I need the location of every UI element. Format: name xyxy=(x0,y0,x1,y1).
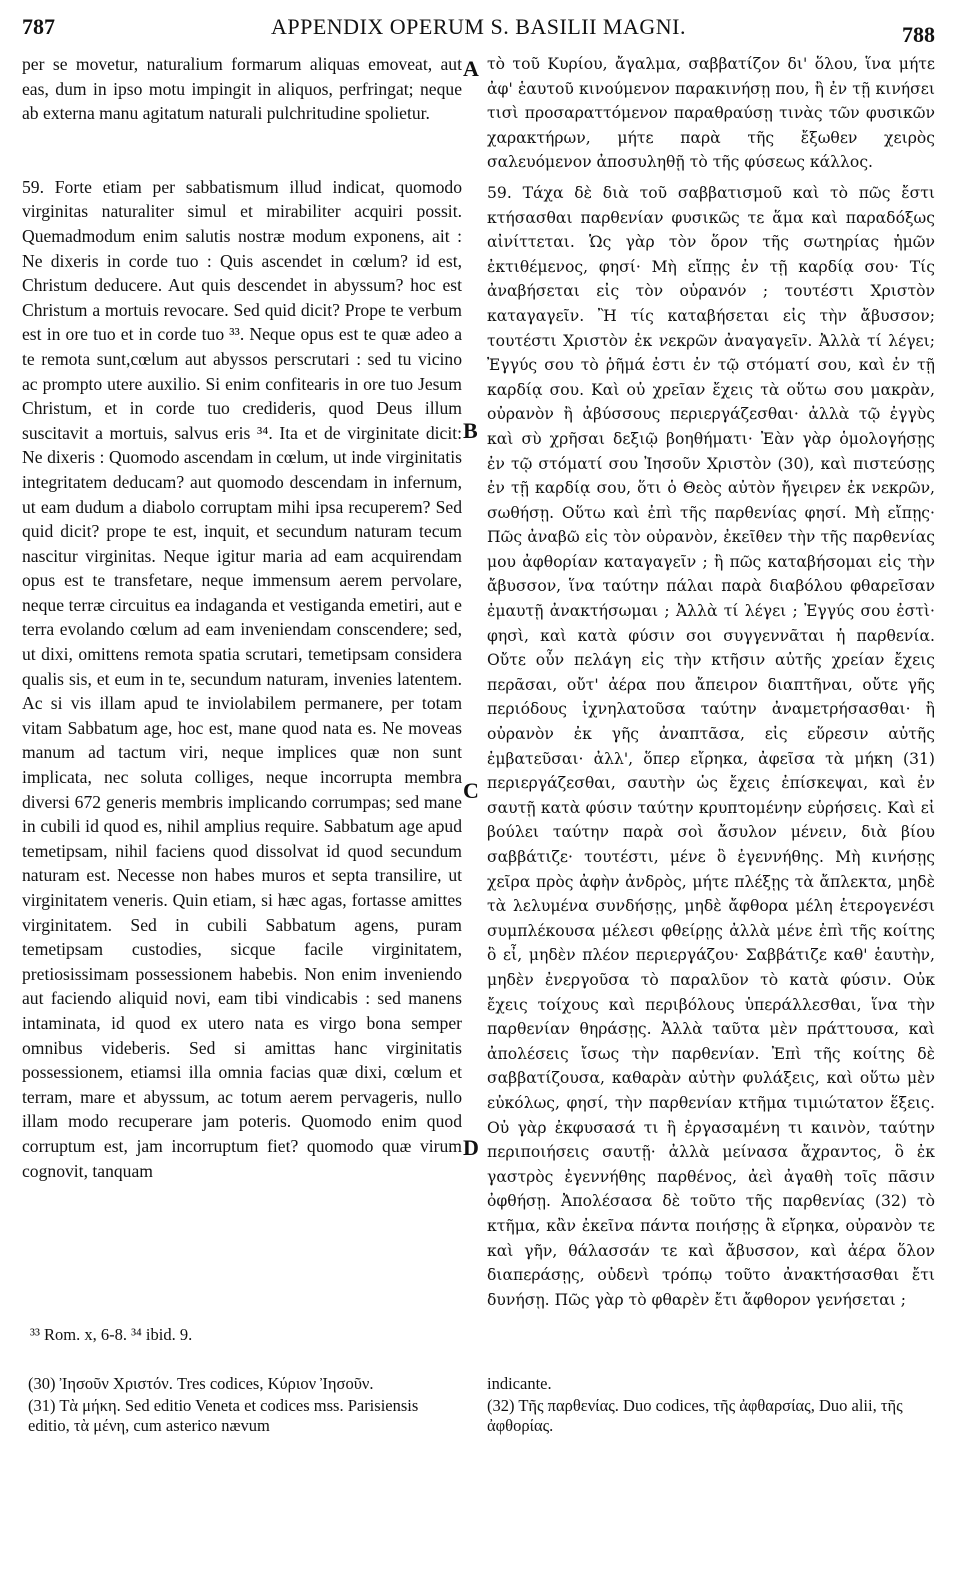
latin-paragraph-2: 59. Forte etiam per sabbatismum illud indicat, quomodo virginitas naturaliter simul et mirabiliter acquiri possit. Quemadmodum enim salutis nostræ modum exponens, ait : Ne dixeris in corde tuo : Quis ascendet in cœlum? id est, Christum deducere. Aut quis descendet in abyssum? hoc est Christum a mortuis revocare. Sed quid dicit? Prope te verbum est in ore tuo et in corde tuo ³³. Neque opus est te quæ adeo a te remota sunt,cœlum aut abyssos perscrutari : sed tu vicino ac prompto utere auxilio. Si enim confitearis in ore tuo Jesum Christum, et in corde tuo credideris, quod Deus illum suscitavit a mortuis, salvus eris ³⁴. Ita et de virginitate dicit: Ne dixeris : Quomodo ascendam in cœlum, ut inde virginitatis integritatem deducam? aut quomodo descendam in infernum, ut eam dudum a diabolo corruptam mihi ipsa recuperem? Sed quid dicit? prope te est, inquit, et secundum naturam tecum nascitur virginitas. Neque igitur maria ad eam acquirendam opus est te transfetare, neque immensum aerem pervolare, neque terræ circuitus ea indaganda et vestiganda emetiri, aut e terra evolando cœlum ad eam inveniendam conscendere; sed, ut dixi, omittens remota spatia scrutari, temetipsam considera qualis sis, et eum in te, secundum naturam, invenies latentem. Ac si vis illam apud te inviolabilem permanere, per totam vitam Sabbatum age, hoc est, mane quod nata es. Ne moveas manum ad tactum viri, neque implices quæ non sunt implicata, nec soluta colliges, neque incorrupta membra diversi 672 generis membris implicando corrumpas; sed mane in cubili id quod es, nihil amplius require. Sabbatum age apud temetipsam, nihil faciens quod dissolvat id quod secundum naturam est. Necesse non habes muros et septa transilire, ut virginitatem veneris. Quin etiam, si hæc agas, fortasse amittes virginitatem. Sed in cubili Sabbatum agens, puram temetipsam custodies, sicque facile virginitatem, pretiosissimam possessionem habebis. Non enim inveniendo aut faciendo aliquid novi, eam tibi vindicabis : sed manens intaminata, id quod ex utero nata es virgo bona semper omnibus videberis. Sed si amittas hanc virginitatis possessionem, etiamsi illa omnia facias quæ dixi, cœlum et terram, mare et abyssum, ac totum aerem pervageris, nullo illam modo recuperare jam poteris. Quomodo enim quod corruptum est, jam incorruptum fiet? quomodo quæ virum cognovit, tanquam xyxy=(22,176,462,1181)
scripture-footnotes: ³³ Rom. x, 6-8. ³⁴ ibid. 9. xyxy=(30,1325,193,1344)
margin-marker-a: A xyxy=(463,56,479,81)
greek-paragraph-2: 59. Τάχα δὲ διὰ τοῦ σαββατισμοῦ καὶ τὸ πῶς ἔστι κτήσασθαι παρθενίαν φυσικῶς τε ἅμα καὶ παραδόξως αἰνίττεται. Ὡς γὰρ τὸν ὅρον τῆς σωτηρίας ἡμῶν ἐκτιθέμενος, φησί· Μὴ εἴπῃς ἐν τῇ καρδίᾳ σου· Τίς ἀναβήσεται εἰς τὸν οὐρανόν ; τουτέστι Χριστὸν καταγαγεῖν. Ἢ τίς καταβήσεται εἰς τὴν ἄβυσσον; τουτέστι Χριστὸν ἐκ νεκρῶν ἀναγαγεῖν. Ἀλλὰ τί λέγει; Ἐγγύς σου τὸ ῥῆμά ἐστι ἐν τῷ στόματί σου, καὶ ἐν τῇ καρδίᾳ σου. Καὶ οὐ χρεῖαν ἔχεις τὰ οὕτω σου μακρὰν, οὐρανὸν ἢ ἀβύσσους περιεργάζεσθαι· ἀλλὰ τῷ ἐγγὺς καὶ σὺ χρῆσαι δεξιῷ βοηθήματι· Ἐὰν γὰρ ὁμολογήσῃς ἐν τῷ στόματί σου Ἰησοῦν Χριστὸν (30), καὶ πιστεύσῃς ἐν τῇ καρδίᾳ σου, ὅτι ὁ Θεὸς αὐτὸν ἤγειρεν ἐκ νεκρῶν, σωθήσῃ. Οὕτω καὶ ἐπὶ τῆς παρθενίας φησί. Μὴ εἴπῃς· Πῶς ἀναβῶ εἰς τὸν οὐρανὸν, ἐκεῖθεν τὴν τῆς παρθενίας μου ἀφθορίαν καταγαγεῖν ; ἢ πῶς καταβήσομαι εἰς τὴν ἄβυσσον, ἵνα ταύτην πάλαι παρὰ διαβόλου φθαρεῖσαν ἐμαυτῇ ἀνακτήσωμαι ; Ἀλλὰ τί λέγει ; Ἐγγύς σου ἐστὶ· φησὶ, καὶ κατὰ φύσιν σοι συγγεννᾶται ἡ παρθενία. Οὔτε οὖν πελάγη εἰς τὴν κτῆσιν αὐτῆς χρείαν ἔχεις περᾶσαι, οὔτ' ἀέρα που ἄπειρον διαπτῆναι, οὔτε γῆς περιόδους ἰχνηλατοῦσα ταύτην ἀναμετρήσασθαι· ἢ οὐρανὸν ἐκ γῆς ἀναπτᾶσα, εἰς εὕρεσιν αὐτῆς ἐμβατεῦσαι· ἀλλ', ὅπερ εἴρηκα, ἀφεῖσα τὰ μήκη (31) περιεργάζεσθαι, σαυτὴν ὡς ἔχεις ἐπίσκεψαι, καὶ ἐν σαυτῇ κατὰ φύσιν ταύτην κρυπτομένην εὑρήσεις. Καὶ εἰ βούλει ταύτην παρὰ σοὶ ἄσυλον μένειν, διὰ βίου σαββάτιζε· τουτέστι, μένε ὃ ἐγεννήθης. Μὴ κινήσῃς χεῖρα πρὸς ἀφὴν ἀνδρὸς, μήτε πλέξῃς τὰ ἄπλεκτα, μηδὲ τὰ λελυμένα συνδήσῃς, μηδὲ ἄφθορα μέλη ἑτερογενέσι συμπλέκουσα μέλεσι φθείρῃς ἀλλὰ μένε ἐπὶ τῆς κοίτης ὃ εἶ, μηδὲν πλέον περιεργάζου· Σαββάτιζε καθ' ἑαυτὴν, μηδὲν ἐνεργοῦσα τὸ παραλῦον τὸ κατὰ φύσιν. Οὐκ ἔχεις τοίχους καὶ περιβόλους ὑπεράλλεσθαι, ἵνα τὴν παρθενίαν θηράσῃς. Ἀλλὰ ταῦτα μὲν πράττουσα, καὶ ἀπολέσεις ἴσως τὴν παρθενίαν. Ἐπὶ τῆς κοίτης δὲ σαββατίζουσα, καθαρὰν αὐτὴν φυλάξεις, καὶ οὕτω μὲν εὐκόλως, φησί, τὴν παρθενίαν κτῆμα τιμιώτατον ἕξεις. Οὐ γὰρ ἐκφυσασά τι ἢ ἐργασαμένη τι καινὸν, ταύτην περιποιήσεις σαυτῇ· ἀλλὰ μείνασα ἄχραντος, ὃ ἐκ γαστρὸς ἐγεννήθης παρθένος, ἀεὶ ἀγαθὴ τοῖς πᾶσιν ὀφθήσῃ. Ἀπολέσασα δὲ τοῦτο τῆς παρθενίας (32) τὸ κτῆμα, κἂν ἐκεῖνα πάντα ποιήσῃς ἃ εἴρηκα, οὐρανὸν τε καὶ γῆν, θάλασσάν τε καὶ ἄβυσσον, καὶ ἀέρα ὅλον διαπεράσῃς, οὐδενὶ τρόπῳ τοῦτο ἀνακτήσασθαι ἔτι δυνήσῃ. Πῶς γὰρ τὸ φθαρὲν ἔτι ἄφθορον γενήσεται ; xyxy=(487,183,935,1309)
critical-notes-right xyxy=(487,1374,935,1436)
margin-marker-c: C xyxy=(463,778,479,803)
critical-note-31-continued: indicante. xyxy=(487,1374,552,1393)
running-title: APPENDIX OPERUM S. BASILII MAGNI. xyxy=(271,14,686,39)
latin-column xyxy=(22,52,462,1183)
margin-marker-d: D xyxy=(463,1135,479,1160)
page-header xyxy=(22,14,935,50)
critical-note-30: (30) Ἰησοῦν Χριστόν. Tres codices, Κύριον Ἰησοῦν. xyxy=(28,1374,374,1393)
greek-paragraph-1: τὸ τοῦ Κυρίου, ἄγαλμα, σαββατίζον δι' ὅλου, ἵνα μήτε ἀφ' ἑαυτοῦ κινούμενον παρακινήσῃ που, ἢ ἐν τῇ κινήσει τισὶ προσαραττόμενον παραθραύσῃ τινὰς τῶν φυσικῶν χαρακτήρων, μήτε παρὰ τῆς ἔξωθεν χειρὸς σαλευόμενον ἀποσυληθῇ τὸ τῆς φύσεως κάλλος. xyxy=(487,55,935,172)
critical-note-31: (31) Τὰ μήκη. Sed editio Veneta et codices mss. Parisiensis editio, τὰ μένη, cum asterico nævum xyxy=(28,1396,419,1435)
left-page-number: 787 xyxy=(22,14,55,39)
right-page-number: 788 xyxy=(902,22,935,47)
margin-marker-b: B xyxy=(463,418,478,443)
critical-notes-left xyxy=(28,1374,458,1436)
critical-note-32: (32) Τῆς παρθενίας. Duo codices, τῆς ἀφθαρσίας, Duo alii, τῆς ἀφθορίας. xyxy=(487,1396,903,1435)
latin-paragraph-1: per se movetur, naturalium formarum aliquas emoveat, aut eas, dum in ipso motu impingit in aliquos, perfringat; neque ab externa manu agitatum naturali pulchritudine spolietur. xyxy=(22,54,462,124)
greek-column xyxy=(487,52,935,1312)
